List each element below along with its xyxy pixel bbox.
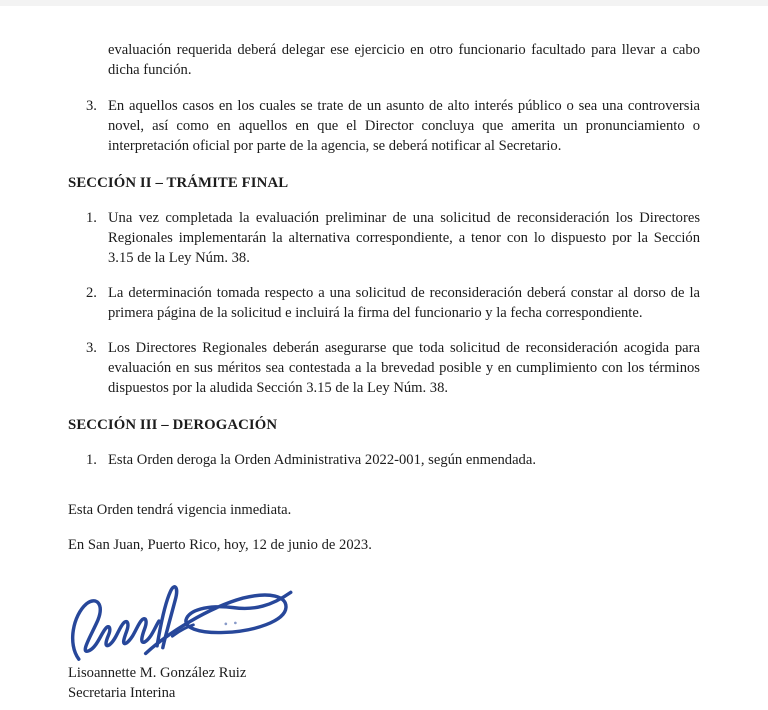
list-number: 3. — [86, 340, 97, 356]
list-text: La determinación tomada respecto a una solicitud de reconsideración deberá constar al dorso de la primera página de la solicitud e incluirá la firma del funcionario y la fecha correspondiente. — [108, 285, 700, 321]
signatory-title: Secretaria Interina — [68, 685, 176, 701]
list-number: 1. — [86, 452, 97, 468]
signature-icon — [64, 579, 296, 663]
signatory-name: Lisoannette M. González Ruiz — [68, 665, 247, 681]
list-text: Una vez completada la evaluación preliminar de una solicitud de reconsideración los Directores Regionales implementarán la alternativa correspondiente, a tenor con lo dispuesto por la Sección 3.15 de la Ley Núm. 38. — [108, 210, 700, 266]
paragraph-continuation: evaluación requerida deberá delegar ese ejercicio en otro funcionario facultado para llevar a cabo dicha función. — [108, 42, 700, 78]
list-number: 3. — [86, 98, 97, 114]
document-content — [0, 6, 768, 703]
list-number: 2. — [86, 285, 97, 301]
signature-block — [68, 579, 700, 703]
list-item — [86, 338, 700, 398]
closing-effect-line: Esta Orden tendrá vigencia inmediata. — [68, 502, 292, 518]
list-item — [86, 450, 700, 470]
list-item — [86, 208, 700, 268]
closing-date-line: En San Juan, Puerto Rico, hoy, 12 de junio de 2023. — [68, 537, 372, 553]
section-3-heading: SECCIÓN III – DEROGACIÓN — [68, 417, 278, 433]
list-text: Esta Orden deroga la Orden Administrativa 2022-001, según enmendada. — [108, 452, 536, 468]
list-text: En aquellos casos en los cuales se trate de un asunto de alto interés público o sea una controversia novel, así como en aquellos en que el Director concluya que amerita un pronunciamiento o interpretación oficial por parte de la agencia, se deberá notificar al Secretario. — [108, 98, 700, 154]
list-item — [86, 283, 700, 323]
list-item — [86, 96, 700, 156]
list-text: Los Directores Regionales deberán asegurarse que toda solicitud de reconsideración acogida para evaluación en sus méritos sea contestada a la brevedad posible y en cumplimiento con los términos dispuestos por la aludida Sección 3.15 de la Ley Núm. 38. — [108, 340, 700, 396]
section-2-heading: SECCIÓN II – TRÁMITE FINAL — [68, 175, 289, 191]
list-number: 1. — [86, 210, 97, 226]
